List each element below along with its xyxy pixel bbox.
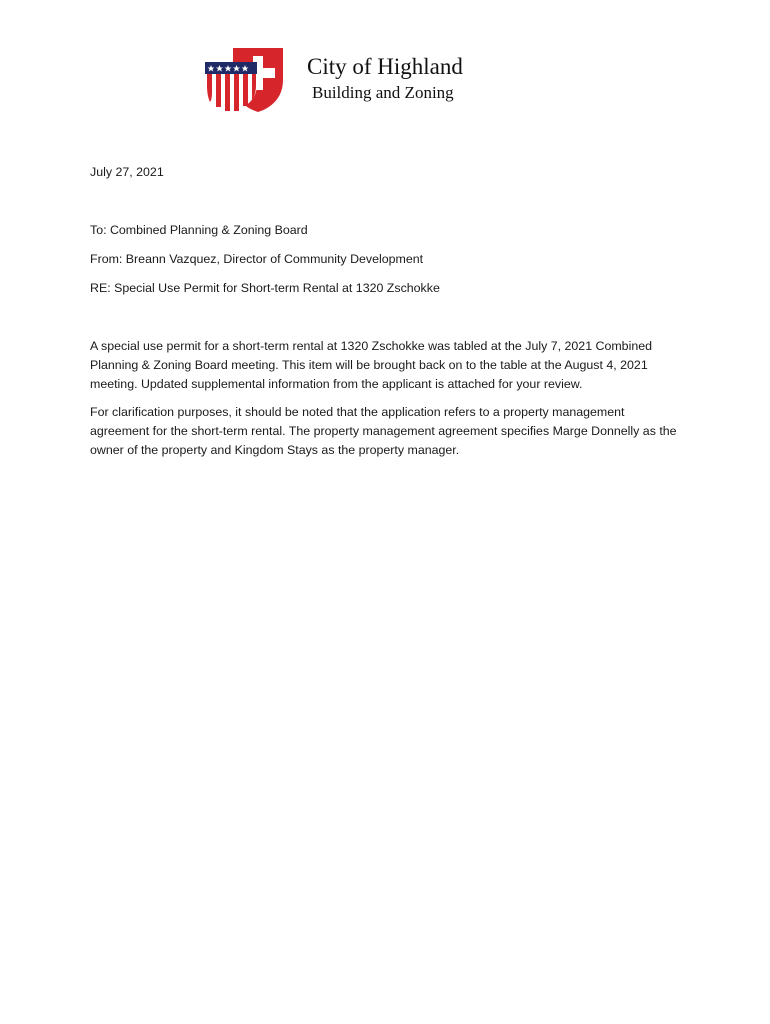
department-name: Building and Zoning [312,83,454,102]
city-shield-logo-icon [203,46,285,114]
memo-paragraph: A special use permit for a short-term rental at 1320 Zschokke was tabled at the July 7, 2021 Combined Planning & Zoning Board meeting. This item will be brought back on to the table at the August 4, 2021 meeting. Updated supplemental information from the applicant is attached for your review. [90,339,653,391]
memo-from-line: From: Breann Vazquez, Director of Community Development [90,252,424,266]
memo-paragraph: For clarification purposes, it should be noted that the application refers to a property management agreement for the short-term rental. The property management agreement specifies Marge Donnelly as the owner of the property and Kingdom Stays as the property manager. [90,405,677,457]
memo-subject-line: RE: Special Use Permit for Short-term Rental at 1320 Zschokke [90,281,440,295]
letterhead [203,46,503,116]
city-name: City of Highland [307,54,463,79]
memo-to-line: To: Combined Planning & Zoning Board [90,223,308,237]
memo-date: July 27, 2021 [90,165,164,179]
